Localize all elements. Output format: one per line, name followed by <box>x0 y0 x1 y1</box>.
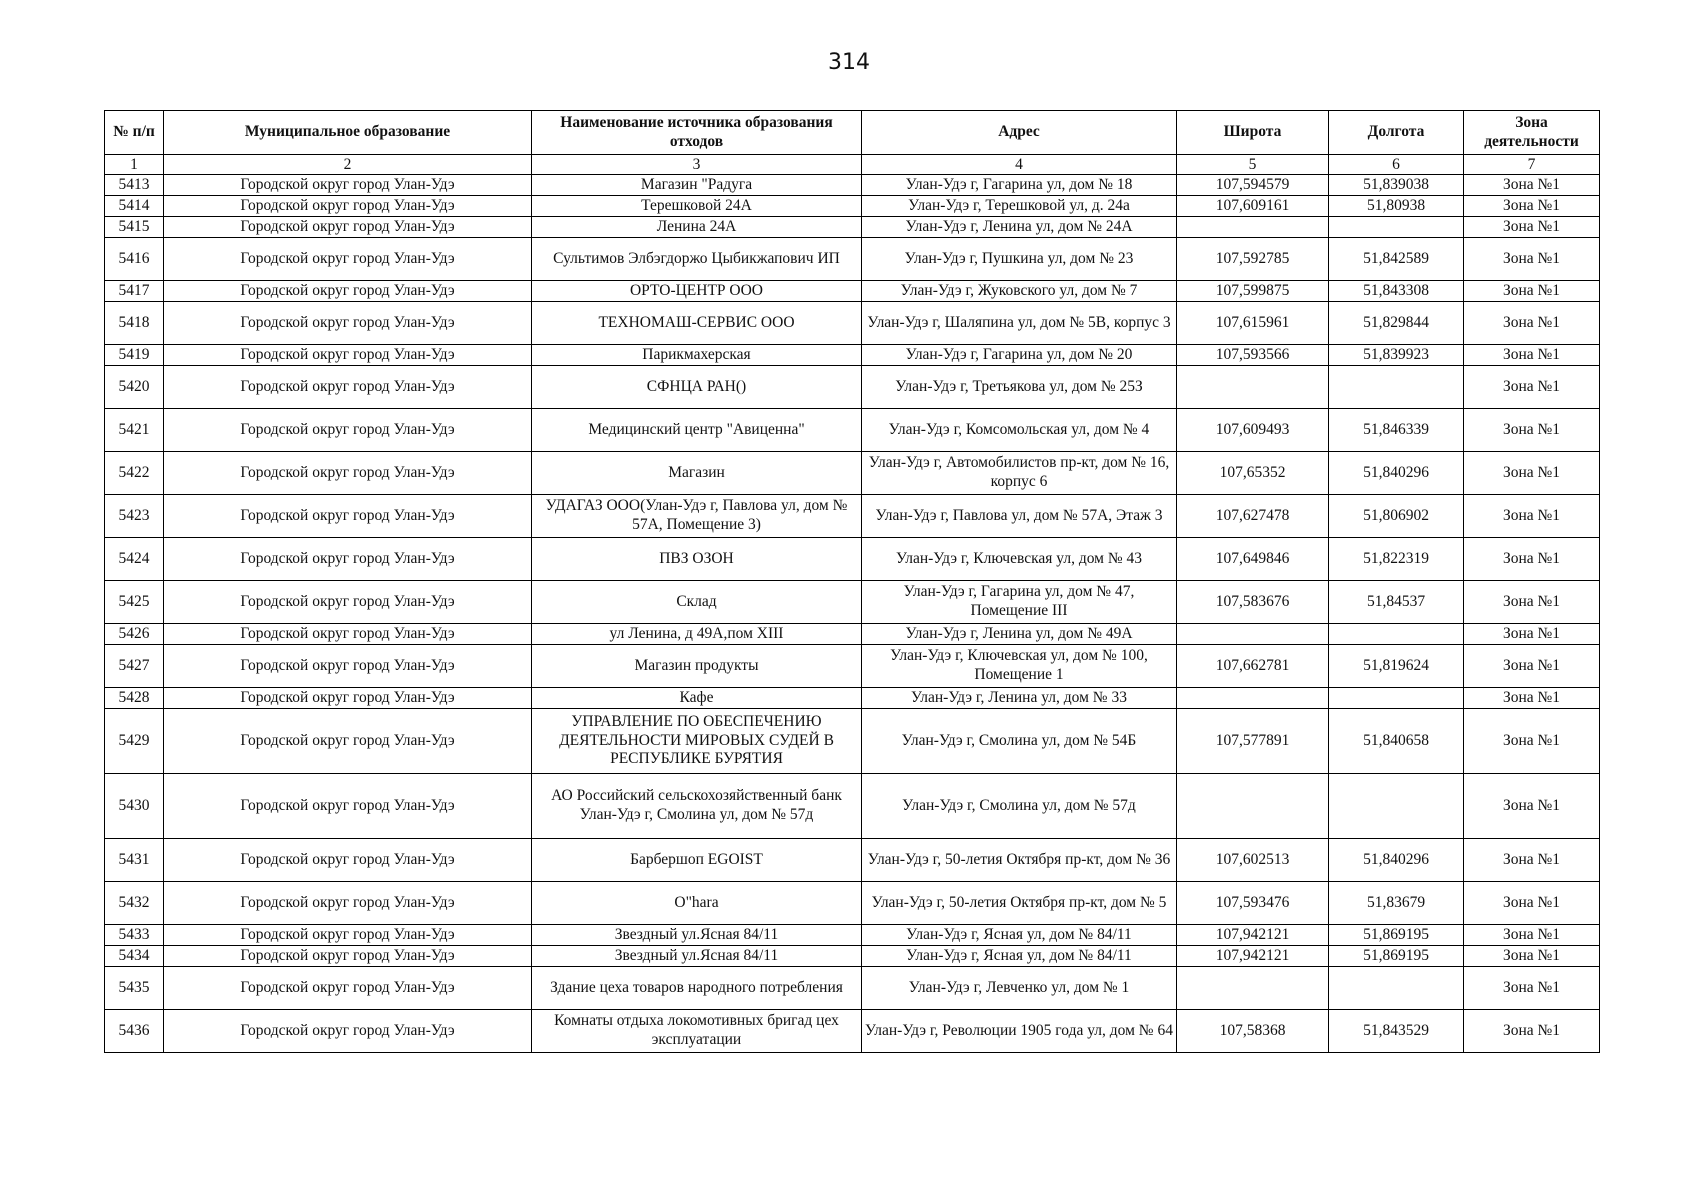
longitude-cell: 51,840658 <box>1329 709 1464 774</box>
source-name-cell: Парикмахерская <box>532 345 862 366</box>
header-longitude: Долгота <box>1329 111 1464 155</box>
row-number-cell: 5413 <box>105 175 164 196</box>
latitude-cell: 107,615961 <box>1177 302 1329 345</box>
longitude-cell: 51,84537 <box>1329 581 1464 624</box>
table-row <box>105 452 1600 495</box>
zone-cell: Зона №1 <box>1464 1010 1600 1053</box>
longitude-cell: 51,80938 <box>1329 196 1464 217</box>
table-row <box>105 366 1600 409</box>
zone-cell: Зона №1 <box>1464 345 1600 366</box>
address-cell: Улан-Удэ г, Третьякова ул, дом № 25З <box>862 366 1177 409</box>
page-number: 314 <box>828 50 870 75</box>
municipality-cell: Городской округ город Улан-Удэ <box>164 538 532 581</box>
municipality-cell: Городской округ город Улан-Удэ <box>164 366 532 409</box>
address-cell: Улан-Удэ г, Ключевская ул, дом № 43 <box>862 538 1177 581</box>
table-row <box>105 774 1600 839</box>
zone-cell: Зона №1 <box>1464 238 1600 281</box>
row-number-cell: 5433 <box>105 925 164 946</box>
municipality-cell: Городской округ город Улан-Удэ <box>164 452 532 495</box>
row-number-cell: 5422 <box>105 452 164 495</box>
latitude-cell: 107,649846 <box>1177 538 1329 581</box>
latitude-cell: 107,593566 <box>1177 345 1329 366</box>
row-number-cell: 5425 <box>105 581 164 624</box>
latitude-cell: 107,602513 <box>1177 839 1329 882</box>
longitude-cell: 51,842589 <box>1329 238 1464 281</box>
source-name-cell: УПРАВЛЕНИЕ ПО ОБЕСПЕЧЕНИЮ ДЕЯТЕЛЬНОСТИ МИРОВЫХ СУДЕЙ В РЕСПУБЛИКЕ БУРЯТИЯ <box>532 709 862 774</box>
municipality-cell: Городской округ город Улан-Удэ <box>164 967 532 1010</box>
address-cell: Улан-Удэ г, Гагарина ул, дом № 20 <box>862 345 1177 366</box>
row-number-cell: 5435 <box>105 967 164 1010</box>
latitude-cell <box>1177 774 1329 839</box>
zone-cell: Зона №1 <box>1464 452 1600 495</box>
longitude-cell: 51,840296 <box>1329 452 1464 495</box>
source-name-cell: Звездный ул.Ясная 84/11 <box>532 946 862 967</box>
address-cell: Улан-Удэ г, Гагарина ул, дом № 18 <box>862 175 1177 196</box>
row-number-cell: 5428 <box>105 688 164 709</box>
row-number-cell: 5430 <box>105 774 164 839</box>
row-number-cell: 5415 <box>105 217 164 238</box>
table-row <box>105 925 1600 946</box>
municipality-cell: Городской округ город Улан-Удэ <box>164 709 532 774</box>
header-address: Адрес <box>862 111 1177 155</box>
latitude-cell: 107,592785 <box>1177 238 1329 281</box>
latitude-cell: 107,942121 <box>1177 946 1329 967</box>
table-row <box>105 967 1600 1010</box>
source-name-cell: ОРТО-ЦЕНТР ООО <box>532 281 862 302</box>
address-cell: Улан-Удэ г, Ясная ул, дом № 84/11 <box>862 946 1177 967</box>
address-cell: Улан-Удэ г, Шаляпина ул, дом № 5В, корпус 3 <box>862 302 1177 345</box>
address-cell: Улан-Удэ г, Терешковой ул, д. 24а <box>862 196 1177 217</box>
address-cell: Улан-Удэ г, Гагарина ул, дом № 47, Помещение III <box>862 581 1177 624</box>
address-cell: Улан-Удэ г, Пушкина ул, дом № 23 <box>862 238 1177 281</box>
source-name-cell: Терешковой 24А <box>532 196 862 217</box>
row-number-cell: 5420 <box>105 366 164 409</box>
latitude-cell: 107,609161 <box>1177 196 1329 217</box>
source-name-cell: Комнаты отдыха локомотивных бригад цех эксплуатации <box>532 1010 862 1053</box>
source-name-cell: Ленина 24А <box>532 217 862 238</box>
zone-cell: Зона №1 <box>1464 281 1600 302</box>
table-row <box>105 882 1600 925</box>
longitude-cell <box>1329 774 1464 839</box>
column-number: 2 <box>164 155 532 175</box>
address-cell: Улан-Удэ г, Левченко ул, дом № 1 <box>862 967 1177 1010</box>
address-cell: Улан-Удэ г, 50-летия Октября пр-кт, дом № 5 <box>862 882 1177 925</box>
municipality-cell: Городской округ город Улан-Удэ <box>164 624 532 645</box>
zone-cell: Зона №1 <box>1464 366 1600 409</box>
latitude-cell: 107,577891 <box>1177 709 1329 774</box>
municipality-cell: Городской округ город Улан-Удэ <box>164 839 532 882</box>
zone-cell: Зона №1 <box>1464 882 1600 925</box>
table-row <box>105 345 1600 366</box>
header-source-name: Наименование источника образования отходов <box>532 111 862 155</box>
source-name-cell: ул Ленина, д 49А,пом XIII <box>532 624 862 645</box>
column-number: 3 <box>532 155 862 175</box>
table-row <box>105 645 1600 688</box>
header-latitude: Широта <box>1177 111 1329 155</box>
column-number: 1 <box>105 155 164 175</box>
latitude-cell <box>1177 217 1329 238</box>
latitude-cell: 107,599875 <box>1177 281 1329 302</box>
row-number-cell: 5432 <box>105 882 164 925</box>
source-name-cell: Звездный ул.Ясная 84/11 <box>532 925 862 946</box>
address-cell: Улан-Удэ г, Павлова ул, дом № 57А, Этаж 3 <box>862 495 1177 538</box>
zone-cell: Зона №1 <box>1464 581 1600 624</box>
latitude-cell: 107,583676 <box>1177 581 1329 624</box>
municipality-cell: Городской округ город Улан-Удэ <box>164 281 532 302</box>
row-number-cell: 5423 <box>105 495 164 538</box>
source-name-cell: УДАГАЗ ООО(Улан-Удэ г, Павлова ул, дом № 57А, Помещение 3) <box>532 495 862 538</box>
latitude-cell: 107,593476 <box>1177 882 1329 925</box>
header-number: № п/п <box>105 111 164 155</box>
zone-cell: Зона №1 <box>1464 946 1600 967</box>
address-cell: Улан-Удэ г, Смолина ул, дом № 57д <box>862 774 1177 839</box>
source-name-cell: Магазин "Радуга <box>532 175 862 196</box>
column-number: 7 <box>1464 155 1600 175</box>
zone-cell: Зона №1 <box>1464 538 1600 581</box>
row-number-cell: 5416 <box>105 238 164 281</box>
row-number-cell: 5427 <box>105 645 164 688</box>
zone-cell: Зона №1 <box>1464 774 1600 839</box>
longitude-cell: 51,869195 <box>1329 946 1464 967</box>
source-name-cell: Сультимов Элбэгдоржо Цыбикжапович ИП <box>532 238 862 281</box>
address-cell: Улан-Удэ г, Жуковского ул, дом № 7 <box>862 281 1177 302</box>
table-row <box>105 1010 1600 1053</box>
table-row <box>105 946 1600 967</box>
row-number-cell: 5424 <box>105 538 164 581</box>
latitude-cell <box>1177 688 1329 709</box>
table-row <box>105 217 1600 238</box>
row-number-cell: 5414 <box>105 196 164 217</box>
row-number-cell: 5431 <box>105 839 164 882</box>
zone-cell: Зона №1 <box>1464 495 1600 538</box>
municipality-cell: Городской округ город Улан-Удэ <box>164 688 532 709</box>
longitude-cell <box>1329 688 1464 709</box>
longitude-cell: 51,843529 <box>1329 1010 1464 1053</box>
address-cell: Улан-Удэ г, Смолина ул, дом № 54Б <box>862 709 1177 774</box>
source-name-cell: Барбершоп EGOIST <box>532 839 862 882</box>
zone-cell: Зона №1 <box>1464 196 1600 217</box>
latitude-cell: 107,594579 <box>1177 175 1329 196</box>
header-municipality: Муниципальное образование <box>164 111 532 155</box>
zone-cell: Зона №1 <box>1464 175 1600 196</box>
header-zone: Зона деятельности <box>1464 111 1600 155</box>
source-name-cell: АО Российский сельскохозяйственный банк Улан-Удэ г, Смолина ул, дом № 57д <box>532 774 862 839</box>
longitude-cell: 51,843308 <box>1329 281 1464 302</box>
source-name-cell: O"hara <box>532 882 862 925</box>
latitude-cell: 107,942121 <box>1177 925 1329 946</box>
municipality-cell: Городской округ город Улан-Удэ <box>164 345 532 366</box>
zone-cell: Зона №1 <box>1464 645 1600 688</box>
row-number-cell: 5421 <box>105 409 164 452</box>
table-row <box>105 709 1600 774</box>
zone-cell: Зона №1 <box>1464 925 1600 946</box>
municipality-cell: Городской округ город Улан-Удэ <box>164 217 532 238</box>
zone-cell: Зона №1 <box>1464 967 1600 1010</box>
longitude-cell: 51,806902 <box>1329 495 1464 538</box>
row-number-cell: 5436 <box>105 1010 164 1053</box>
zone-cell: Зона №1 <box>1464 624 1600 645</box>
zone-cell: Зона №1 <box>1464 302 1600 345</box>
latitude-cell: 107,65352 <box>1177 452 1329 495</box>
municipality-cell: Городской округ город Улан-Удэ <box>164 196 532 217</box>
longitude-cell <box>1329 624 1464 645</box>
municipality-cell: Городской округ город Улан-Удэ <box>164 774 532 839</box>
column-number-row <box>105 155 1600 175</box>
address-cell: Улан-Удэ г, Ясная ул, дом № 84/11 <box>862 925 1177 946</box>
zone-cell: Зона №1 <box>1464 688 1600 709</box>
source-name-cell: Магазин продукты <box>532 645 862 688</box>
row-number-cell: 5429 <box>105 709 164 774</box>
address-cell: Улан-Удэ г, Ленина ул, дом № 49А <box>862 624 1177 645</box>
table-row <box>105 839 1600 882</box>
municipality-cell: Городской округ город Улан-Удэ <box>164 581 532 624</box>
longitude-cell: 51,869195 <box>1329 925 1464 946</box>
address-cell: Улан-Удэ г, Ключевская ул, дом № 100, Помещение 1 <box>862 645 1177 688</box>
municipality-cell: Городской округ город Улан-Удэ <box>164 882 532 925</box>
municipality-cell: Городской округ город Улан-Удэ <box>164 238 532 281</box>
address-cell: Улан-Удэ г, Ленина ул, дом № 24А <box>862 217 1177 238</box>
latitude-cell: 107,58368 <box>1177 1010 1329 1053</box>
row-number-cell: 5419 <box>105 345 164 366</box>
waste-sources-table <box>104 110 1600 1053</box>
municipality-cell: Городской округ город Улан-Удэ <box>164 302 532 345</box>
source-name-cell: ТЕХНОМАШ-СЕРВИС ООО <box>532 302 862 345</box>
table-row <box>105 495 1600 538</box>
municipality-cell: Городской округ город Улан-Удэ <box>164 925 532 946</box>
address-cell: Улан-Удэ г, Революции 1905 года ул, дом № 64 <box>862 1010 1177 1053</box>
row-number-cell: 5426 <box>105 624 164 645</box>
longitude-cell: 51,819624 <box>1329 645 1464 688</box>
column-number: 5 <box>1177 155 1329 175</box>
table-body <box>105 175 1600 1053</box>
latitude-cell <box>1177 366 1329 409</box>
municipality-cell: Городской округ город Улан-Удэ <box>164 409 532 452</box>
table-row <box>105 581 1600 624</box>
source-name-cell: Здание цеха товаров народного потребления <box>532 967 862 1010</box>
source-name-cell: Склад <box>532 581 862 624</box>
source-name-cell: Магазин <box>532 452 862 495</box>
header-row <box>105 111 1600 155</box>
table-row <box>105 538 1600 581</box>
municipality-cell: Городской округ город Улан-Удэ <box>164 1010 532 1053</box>
table-row <box>105 238 1600 281</box>
row-number-cell: 5418 <box>105 302 164 345</box>
source-name-cell: Кафе <box>532 688 862 709</box>
municipality-cell: Городской округ город Улан-Удэ <box>164 645 532 688</box>
address-cell: Улан-Удэ г, Комсомольская ул, дом № 4 <box>862 409 1177 452</box>
row-number-cell: 5417 <box>105 281 164 302</box>
longitude-cell: 51,846339 <box>1329 409 1464 452</box>
table-row <box>105 409 1600 452</box>
source-name-cell: СФНЦА РАН() <box>532 366 862 409</box>
table-row <box>105 281 1600 302</box>
column-number: 6 <box>1329 155 1464 175</box>
longitude-cell: 51,83679 <box>1329 882 1464 925</box>
longitude-cell: 51,829844 <box>1329 302 1464 345</box>
longitude-cell: 51,839923 <box>1329 345 1464 366</box>
zone-cell: Зона №1 <box>1464 839 1600 882</box>
source-name-cell: Медицинский центр "Авиценна" <box>532 409 862 452</box>
municipality-cell: Городской округ город Улан-Удэ <box>164 175 532 196</box>
latitude-cell: 107,627478 <box>1177 495 1329 538</box>
zone-cell: Зона №1 <box>1464 409 1600 452</box>
longitude-cell: 51,839038 <box>1329 175 1464 196</box>
address-cell: Улан-Удэ г, Автомобилистов пр-кт, дом № 16, корпус 6 <box>862 452 1177 495</box>
table-row <box>105 302 1600 345</box>
column-number: 4 <box>862 155 1177 175</box>
longitude-cell: 51,840296 <box>1329 839 1464 882</box>
table-row <box>105 175 1600 196</box>
latitude-cell <box>1177 967 1329 1010</box>
longitude-cell: 51,822319 <box>1329 538 1464 581</box>
row-number-cell: 5434 <box>105 946 164 967</box>
zone-cell: Зона №1 <box>1464 217 1600 238</box>
latitude-cell <box>1177 624 1329 645</box>
address-cell: Улан-Удэ г, 50-летия Октября пр-кт, дом № 36 <box>862 839 1177 882</box>
latitude-cell: 107,662781 <box>1177 645 1329 688</box>
source-name-cell: ПВЗ ОЗОН <box>532 538 862 581</box>
latitude-cell: 107,609493 <box>1177 409 1329 452</box>
longitude-cell <box>1329 217 1464 238</box>
table-row <box>105 196 1600 217</box>
zone-cell: Зона №1 <box>1464 709 1600 774</box>
longitude-cell <box>1329 366 1464 409</box>
table-row <box>105 624 1600 645</box>
longitude-cell <box>1329 967 1464 1010</box>
municipality-cell: Городской округ город Улан-Удэ <box>164 495 532 538</box>
address-cell: Улан-Удэ г, Ленина ул, дом № 33 <box>862 688 1177 709</box>
table-row <box>105 688 1600 709</box>
municipality-cell: Городской округ город Улан-Удэ <box>164 946 532 967</box>
